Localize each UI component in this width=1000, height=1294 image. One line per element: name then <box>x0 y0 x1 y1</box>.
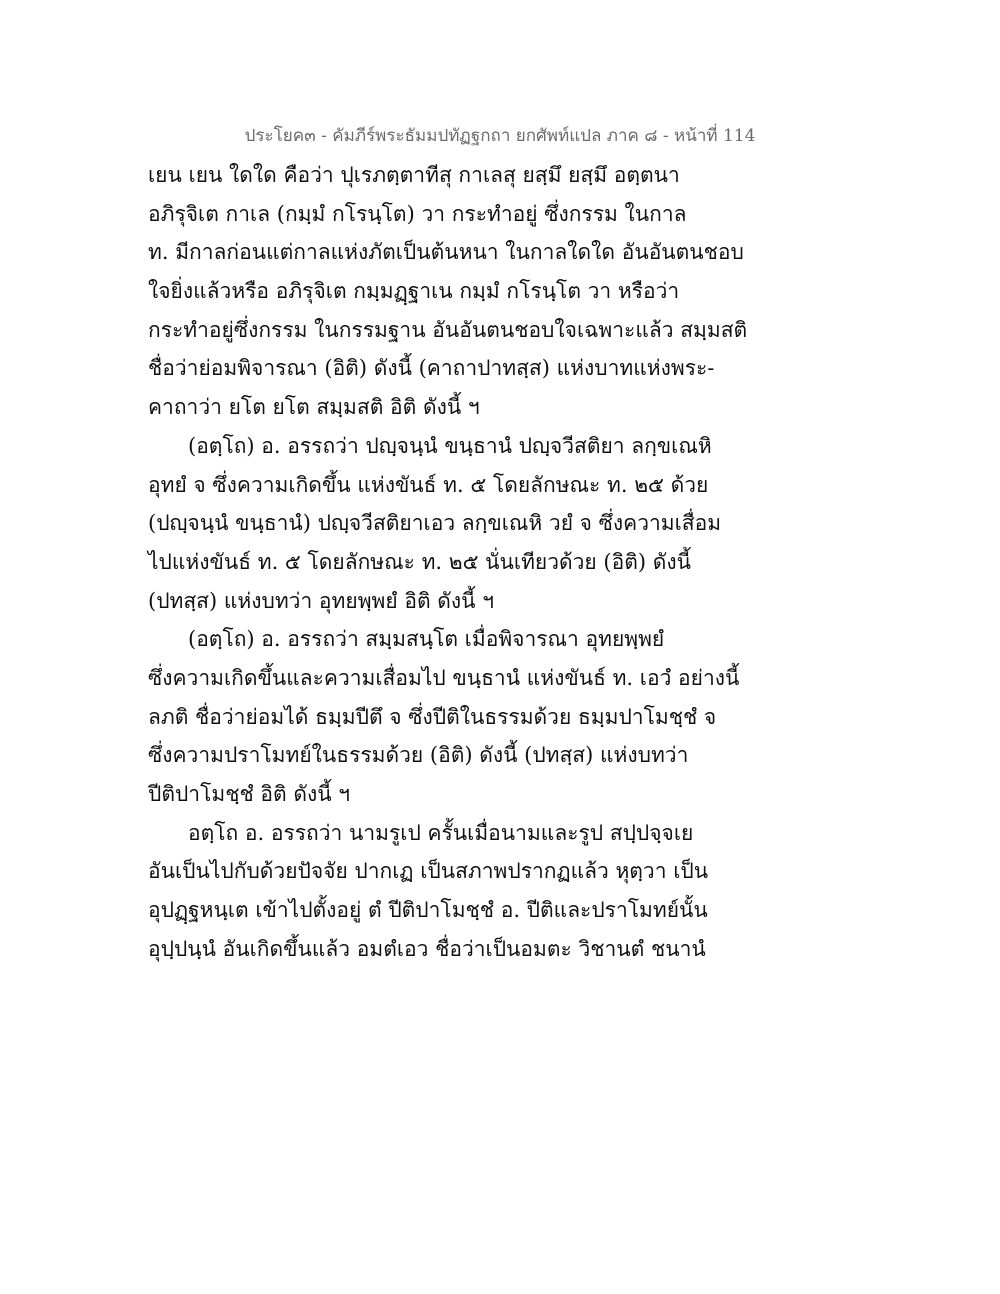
paragraph-first-line: (อตฺโถ) อ. อรรถว่า สมฺมสนฺโต เมื่อพิจารณา อุทยพฺพยํ <box>188 627 665 652</box>
text-line: ใจยิ่งแล้วหรือ อภิรุจิเต กมฺมฏฺฐาเน กมฺมํ กโรนฺโต วา หรือว่า <box>148 279 680 304</box>
text-line: ซึ่งความเกิดขึ้นและความเสื่อมไป ขนฺธานํ แห่งขันธ์ ท. เอวํ อย่างนี้ <box>148 665 740 690</box>
paragraph-first-line: อตฺโถ อ. อรรถว่า นามรูเป ครั้นเมื่อนามและรูป สปฺปจฺจเย <box>188 820 694 845</box>
text-line: (ปญฺจนฺนํ ขนฺธานํ) ปญฺจวีสติยาเอว ลกฺขเณหิ วยํ จ ซึ่งความเสื่อม <box>148 511 722 536</box>
text-line: อันเป็นไปกับด้วยปัจจัย ปากเฏ เป็นสภาพปรากฏแล้ว หุตฺวา เป็น <box>148 859 709 884</box>
body-text <box>148 156 868 968</box>
text-line: กระทำอยู่ซึ่งกรรม ในกรรมฐาน อันอันตนชอบใจเฉพาะแล้ว สมฺมสติ <box>148 317 748 342</box>
text-line: (ปทสฺส) แห่งบทว่า อุทยพฺพยํ อิติ ดังนี้ ฯ <box>148 588 494 613</box>
text-line: ชื่อว่าย่อมพิจารณา (อิติ) ดังนี้ (คาถาปาทสฺส) แห่งบาทแห่งพระ- <box>148 356 715 381</box>
text-line: ซึ่งความปราโมทย์ในธรรมด้วย (อิติ) ดังนี้ (ปทสฺส) แห่งบทว่า <box>148 743 689 768</box>
paragraph-first-line: (อตฺโถ) อ. อรรถว่า ปญฺจนฺนํ ขนฺธานํ ปญฺจวีสติยา ลกฺขเณหิ <box>188 433 712 458</box>
text-line: ปีติปาโมชฺชํ อิติ ดังนี้ ฯ <box>148 782 351 806</box>
text-line: อุทยํ จ ซึ่งความเกิดขึ้น แห่งขันธ์ ท. ๕ โดยลักษณะ ท. ๒๕ ด้วย <box>148 472 709 497</box>
text-line: คาถาว่า ยโต ยโต สมฺมสติ อิติ ดังนี้ ฯ <box>148 395 480 420</box>
text-line: เยน เยน ใดใด คือว่า ปุเรภตฺตาทีสุ กาเลสุ ยสฺมึ ยสฺมึ อตฺตนา <box>148 163 680 187</box>
text-line: อุปฏฺฐหนฺเต เข้าไปตั้งอยู่ ตํ ปีติปาโมชฺชํ อ. ปีติและปราโมทย์นั้น <box>148 898 708 923</box>
text-line: ลภติ ชื่อว่าย่อมได้ ธมฺมปีตึ จ ซึ่งปีติในธรรมด้วย ธมฺมปาโมชฺชํ จ <box>148 704 717 729</box>
text-line: ไปแห่งขันธ์ ท. ๕ โดยลักษณะ ท. ๒๕ นั่นเทียวด้วย (อิติ) ดังนี้ <box>148 549 691 574</box>
page-header: ประโยค๓ - คัมภีร์พระธัมมปทัฏฐกถา ยกศัพท์แปล ภาค ๘ - หน้าที่ 114 <box>244 126 756 146</box>
text-line: ท. มีกาลก่อนแต่กาลแห่งภัตเป็นต้นหนา ในกาลใดใด อันอันตนชอบ <box>148 240 744 265</box>
text-line: อภิรุจิเต กาเล (กมฺมํ กโรนฺโต) วา กระทำอยู่ ซึ่งกรรม ในกาล <box>148 201 687 226</box>
text-line: อุปฺปนฺนํ อันเกิดขึ้นแล้ว อมตํเอว ชื่อว่าเป็นอมตะ วิชานตํ ชนานํ <box>148 936 706 961</box>
